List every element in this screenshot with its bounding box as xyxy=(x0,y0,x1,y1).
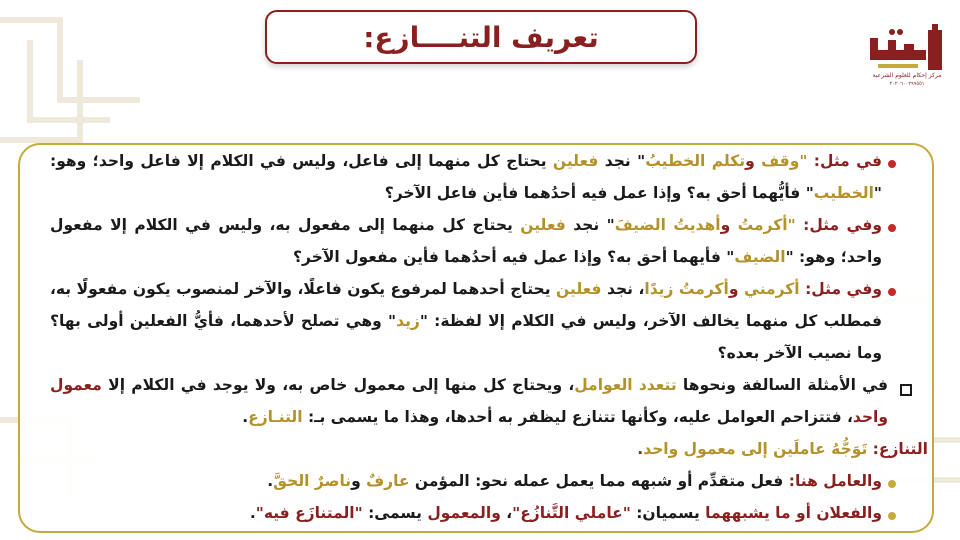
title-box xyxy=(265,10,697,64)
logo-subtitle: مركز إحكام للعلوم الشرعية xyxy=(872,72,942,79)
square-bullet xyxy=(900,384,912,396)
logo-phone: ٢٠٢٠٦٠٠٢٩٩٥٥١ xyxy=(889,81,925,87)
definition: التنازع: تَوَجُّهُ عاملَين إلى معمول واحد. xyxy=(637,440,928,458)
paragraph-6: والعامل هنا: فعل متقدِّم أو شبهه مما يعمل عمله نحو: المؤمن عارفٌ وناصرٌ الحقَّ. xyxy=(267,472,882,490)
bullet-7 xyxy=(888,512,896,520)
bullet-1 xyxy=(888,160,896,168)
page-title: تعريف التنــــازع: xyxy=(363,20,599,54)
bullet-6 xyxy=(888,480,896,488)
bullet-3 xyxy=(888,288,896,296)
paragraph-1: في مثل: "وقف وتكلم الخطيبُ" نجد فعلين يحتاج كل منهما إلى فاعل، وليس في الكلام إلا فاعل واحد؛ وهو: "الخطيب" فأيُّهما أحق به؟ وإذا عمل فيه أحدُهما فأين فاعل الآخر؟ xyxy=(50,152,882,202)
paragraph-4: في الأمثلة السالفة ونحوها تتعدد العوامل، ويحتاج كل منها إلى معمول خاص به، ولا يوجد في الكلام إلا معمول واحد، فتتزاحم العوامل عليه، وكأنها تتنازع ليظفر به أحدها، وهذا ما يسمى بـ: التنـازع. xyxy=(50,376,889,426)
paragraph-2: وفي مثل: "أكرمتُ وأهديتُ الضيفَ" نجد فعلين يحتاج كل منهما إلى مفعول به، وليس في الكلام إلا مفعول واحد؛ وهو: "الضيف" فأيهما أحق به؟ وإذا عمل فيه أحدُهما فأين مفعول الآخر؟ xyxy=(50,216,883,266)
content-box xyxy=(18,143,934,533)
paragraph-7: والفعلان أو ما يشبههما يسميان: "عاملي التَّنازُع"، والمعمول يسمى: "المتنازَع فيه". xyxy=(249,504,882,522)
bullet-2 xyxy=(888,224,896,232)
paragraph-3: وفي مثل: أكرمني وأكرمتُ زيدًا، نجد فعلين يحتاج أحدهما لمرفوع يكون فاعلًا، والآخر لمنصوب يكون مفعولًا به، فمطلب كل منهما يخالف الآخر، وليس في الكلام إلا لفظة: "زيد" وهي تصلح لأحدهما، فأيُّ الفعلين أولى بها؟ وما نصيب الآخر بعده؟ xyxy=(50,280,883,362)
